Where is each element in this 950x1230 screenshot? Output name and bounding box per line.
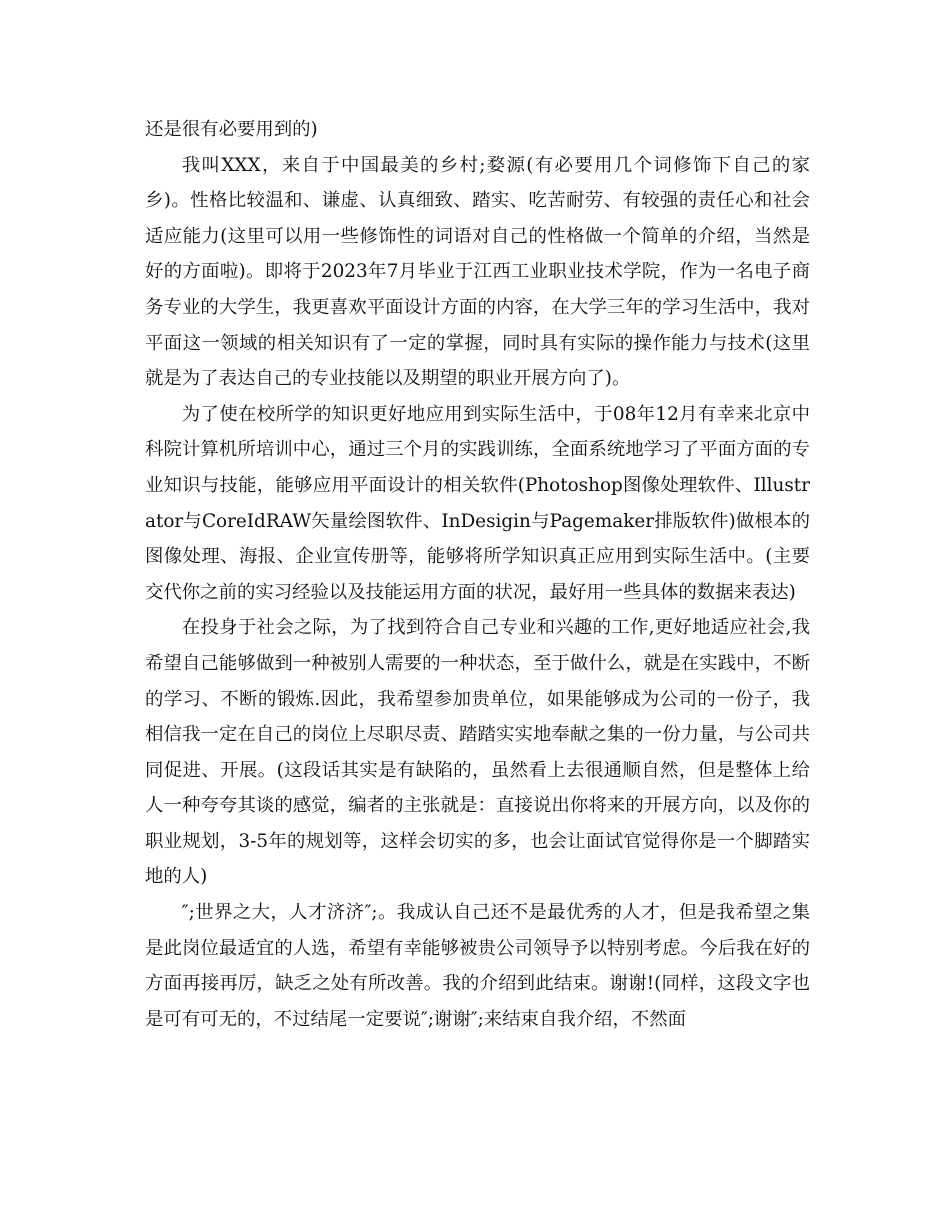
paragraph-2: 我叫XXX，来自于中国最美的乡村;婺源(有必要用几个词修饰下自己的家乡)。性格比较温和、谦虚、认真细致、踏实、吃苦耐劳、有较强的责任心和社会适应能力(这里可以用一些修饰性的词语对自己的性格做一个简单的介绍，当然是好的方面啦)。即将于2023年7月毕业于江西工业职业技术学院，作为一名电子商务专业的大学生，我更喜欢平面设计方面的内容，在大学三年的学习生活中，我对平面这一领域的相关知识有了一定的掌握，同时具有实际的操作能力与技术(这里就是为了表达自己的专业技能以及期望的职业开展方向了)。 [145, 154, 810, 390]
paragraph-3: 为了使在校所学的知识更好地应用到实际生活中，于08年12月有幸来北京中科院计算机所培训中心，通过三个月的实践训练，全面系统地学习了平面方面的专业知识与技能，能够应用平面设计的相关软件(Photoshop图像处理软件、Illustrator与CoreIdRAW矢量绘图软件、InDesigin与Pagemaker排版软件)做根本的图像处理、海报、企业宣传册等，能够将所学知识真正应用到实际生活中。(主要交代你之前的实习经验以及技能运用方面的状况，最好用一些具体的数据来表达) [145, 403, 810, 603]
paragraph-4: 在投身于社会之际，为了找到符合自己专业和兴趣的工作,更好地适应社会,我希望自己能够做到一种被别人需要的一种状态，至于做什么，就是在实践中，不断的学习、不断的锻炼.因此，我希望参加贵单位，如果能够成为公司的一份子，我相信我一定在自己的岗位上尽职尽责、踏踏实实地奉献之集的一份力量，与公司共同促进、开展。(这段话其实是有缺陷的，虽然看上去很通顺自然，但是整体上给人一种夸夸其谈的感觉，编者的主张就是：直接说出你将来的开展方向，以及你的职业规划，3-5年的规划等，这样会切实的多，也会让面试官觉得你是一个脚踏实地的人) [145, 617, 810, 888]
document-body [145, 112, 810, 1037]
paragraph-1: 还是很有必要用到的) [145, 119, 318, 140]
paragraph-5: ″;世界之大，人才济济″;。我成认自己还不是最优秀的人才，但是我希望之集是此岗位最适宜的人选，希望有幸能够被贵公司领导予以特别考虑。今后我在好的方面再接再厉，缺乏之处有所改善。我的介绍到此结束。谢谢!(同样，这段文字也是可有可无的，不过结尾一定要说″;谢谢″;来结束自我介绍，不然面 [145, 902, 810, 1030]
